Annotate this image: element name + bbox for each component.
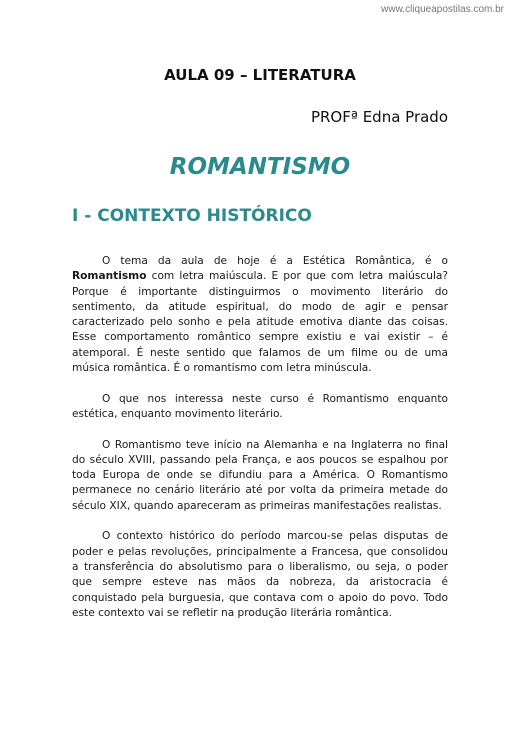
paragraph-1-end: com letra maiúscula. E por que com letra maiúscula? Porque é importante distinguirmos o movimento literário do sentimento, da atitude espiritual, do modo de agir e pensar caracterizado pelo sonho e pela atitude emotiva diante das coisas. Esse comportamento romântico sempre existiu e vai existir – é atemporal. É neste sentido que falamos de um filme ou de uma música romântica. É o romantismo com letra minúscula. [72,270,448,375]
teacher-name: PROFª Edna Prado [310,108,448,126]
paragraph-1-start: O tema da aula de hoje é a Estética Romântica, é o [102,255,448,267]
paragraph-2: O que nos interessa neste curso é Romantismo enquanto estética, enquanto movimento literário. [72,392,448,420]
main-title: ROMANTISMO [169,154,351,180]
romantismo-bold: Romantismo [72,270,147,283]
lesson-title: AULA 09 – LITERATURA [164,66,356,84]
site-url: www.cliqueapostilas.com.br [381,4,504,15]
paragraph-4: O contexto histórico do período marcou-se pelas disputas de poder e pelas revoluções, principalmente a Francesa, que consolidou a transferência do absolutismo para o liberalismo, ou seja, o poder que sempre esteve nas mãos da nobreza, da aristocracia é conquistado pela burguesia, que contava com o apoio do povo. Todo este contexto vai se refletir na produção literária romântica. [72,530,448,619]
body-text [72,254,448,636]
paragraph-1 [72,254,448,376]
section-heading: I - CONTEXTO HISTÓRICO [72,206,312,226]
paragraph-3: O Romantismo teve início na Alemanha e na Inglaterra no final do século XVIII, passando pela França, e aos poucos se espalhou por toda Europa de onde se difundiu para a América. O Romantismo permanece no cenário literário até por volta da primeira metade do século XIX, quando apareceram as primeiras manifestações realistas. [72,438,448,512]
